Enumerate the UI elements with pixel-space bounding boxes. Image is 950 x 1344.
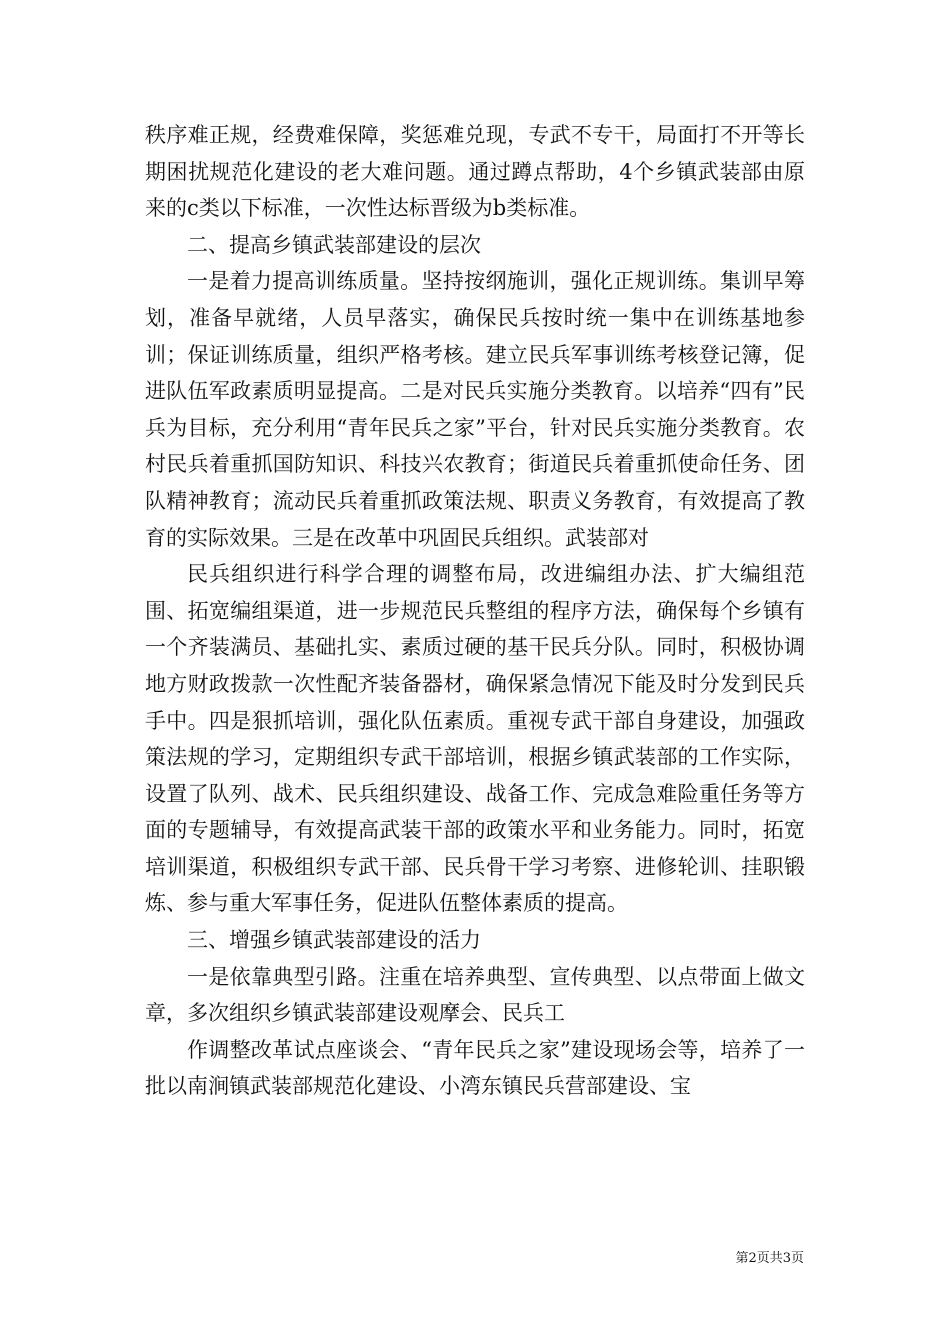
paragraph-typical-guidance: 一是依靠典型引路。注重在培养典型、宣传典型、以点带面上做文章，多次组织乡镇武装部建设观摩会、民兵工	[145, 964, 805, 1026]
body-text	[145, 117, 805, 1105]
page-number: 第2页共3页	[735, 1251, 804, 1266]
paragraph-reform-meetings: 作调整改革试点座谈会、“青年民兵之家”建设现场会等，培养了一批以南涧镇武装部规范化建设、小湾东镇民兵营部建设、宝	[145, 1037, 805, 1099]
section-heading-2: 二、提高乡镇武装部建设的层次	[187, 232, 481, 257]
paragraph-training: 一是着力提高训练质量。坚持按纲施训，强化正规训练。集训早筹划，准备早就绪，人员早落实，确保民兵按时统一集中在训练基地参训；保证训练质量，组织严格考核。建立民兵军事训练考核登记簿，促进队伍军政素质明显提高。二是对民兵实施分类教育。以培养“四有”民兵为目标，充分利用“青年民兵之家”平台，针对民兵实施分类教育。农村民兵着重抓国防知识、科技兴农教育；街道民兵着重抓使命任务、团队精神教育；流动民兵着重抓政策法规、职责义务教育，有效提高了教育的实际效果。三是在改革中巩固民兵组织。武装部对	[145, 269, 805, 550]
section-heading-3: 三、增强乡镇武装部建设的活力	[187, 928, 481, 953]
paragraph-organization: 民兵组织进行科学合理的调整布局，改进编组办法、扩大编组范围、拓宽编组渠道，进一步规范民兵整组的程序方法，确保每个乡镇有一个齐装满员、基础扎实、素质过硬的基干民兵分队。同时，积极协调地方财政拨款一次性配齐装备器材，确保紧急情况下能及时分发到民兵手中。四是狠抓培训，强化队伍素质。重视专武干部自身建设，加强政策法规的学习，定期组织专武干部培训，根据乡镇武装部的工作实际，设置了队列、战术、民兵组织建设、战备工作、完成急难险重任务等方面的专题辅导，有效提高武装干部的政策水平和业务能力。同时，拓宽培训渠道，积极组织专武干部、民兵骨干学习考察、进修轮训、挂职锻炼、参与重大军事任务，促进队伍整体素质的提高。	[145, 562, 805, 916]
paragraph-continuation: 秩序难正规，经费难保障，奖惩难兑现，专武不专干，局面打不开等长期困扰规范化建设的老大难问题。通过蹲点帮助，4个乡镇武装部由原来的c类以下标准，一次性达标晋级为b类标准。	[145, 123, 805, 221]
